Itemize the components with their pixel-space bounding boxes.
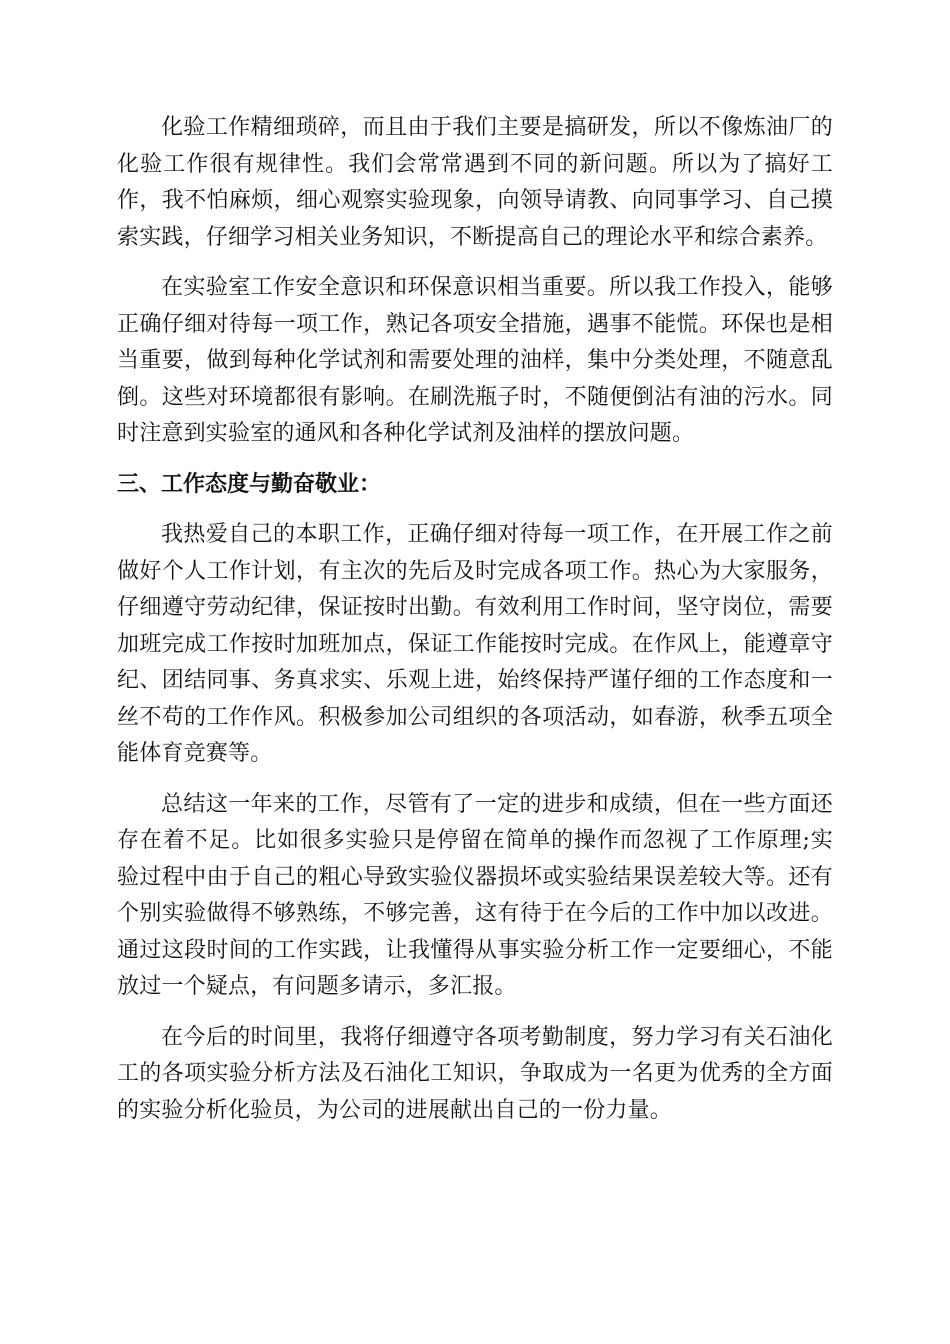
paragraph-future-plans: 在今后的时间里，我将仔细遵守各项考勤制度，努力学习有关石油化工的各项实验分析方法及石油化工知识，争取成为一名更为优秀的全方面的实验分析化验员，为公司的进展献出自己的一份力量。	[117, 1024, 833, 1123]
document-page	[117, 110, 833, 1143]
paragraph-work-attitude: 我热爱自己的本职工作，正确仔细对待每一项工作，在开展工作之前做好个人工作计划，有主次的先后及时完成各项工作。热心为大家服务，仔细遵守劳动纪律，保证按时出勤。有效利用工作时间，坚守岗位，需要加班完成工作按时加班加点，保证工作能按时完成。在作风上，能遵章守纪、团结同事、务真求实、乐观上进，始终保持严谨仔细的工作态度和一丝不苟的工作作风。积极参加公司组织的各项活动，如春游，秋季五项全能体育竞赛等。	[117, 522, 833, 766]
paragraph-summary-shortcomings: 总结这一年来的工作，尽管有了一定的进步和成绩，但在一些方面还存在着不足。比如很多实验只是停留在简单的操作而忽视了工作原理;实验过程中由于自己的粗心导致实验仪器损坏或实验结果误差较大等。还有个别实验做得不够熟练，不够完善，这有待于在今后的工作中加以改进。通过这段时间的工作实践，让我懂得从事实验分析工作一定要细心，不能放过一个疑点，有问题多请示，多汇报。	[117, 791, 833, 999]
paragraph-safety-environment: 在实验室工作安全意识和环保意识相当重要。所以我工作投入，能够正确仔细对待每一项工作，熟记各项安全措施，遇事不能慌。环保也是相当重要，做到每种化学试剂和需要处理的油样，集中分类处理，不随意乱倒。这些对环境都很有影响。在刷洗瓶子时，不随便倒沾有油的污水。同时注意到实验室的通风和各种化学试剂及油样的摆放问题。	[117, 275, 833, 446]
paragraph-lab-work: 化验工作精细琐碎，而且由于我们主要是搞研发，所以不像炼油厂的化验工作很有规律性。我们会常常遇到不同的新问题。所以为了搞好工作，我不怕麻烦，细心观察实验现象，向领导请教、向同事学习、自己摸索实践，仔细学习相关业务知识，不断提高自己的理论水平和综合素养。	[117, 115, 833, 250]
section-heading: 三、工作态度与勤奋敬业：	[117, 471, 382, 497]
